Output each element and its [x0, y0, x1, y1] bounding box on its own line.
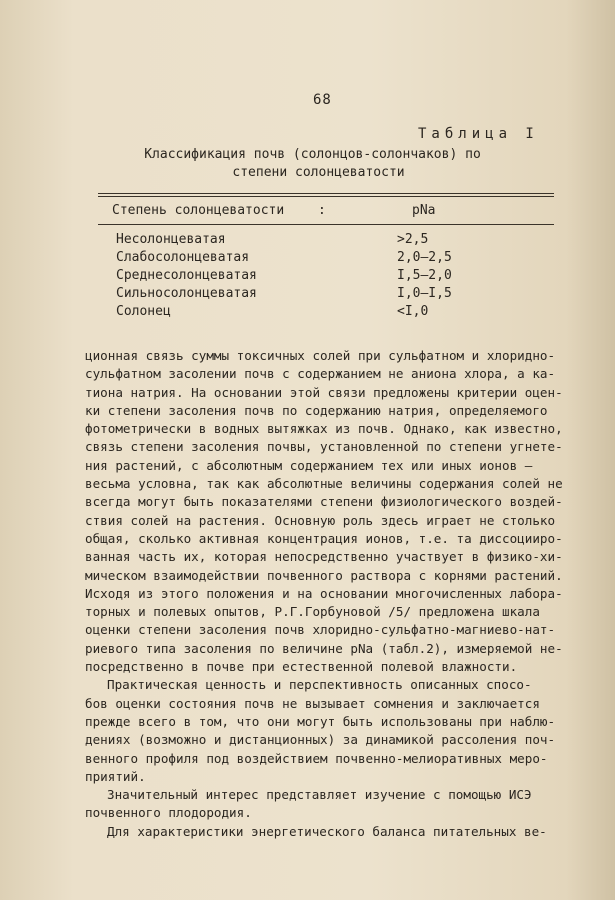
text-line: ванная часть их, которая непосредственно участвует в физико-хи- — [85, 549, 563, 565]
table-title-line-2: степени солонцеватости — [232, 165, 405, 180]
text-line: фотометрически в водных вытяжках из почв. Однако, как известно, — [85, 421, 563, 437]
text-line: дениях (возможно и дистанционных) за динамикой рассоления поч- — [85, 732, 556, 748]
text-line: ния растений, с абсолютным содержанием тех или иных ионов – — [85, 457, 533, 473]
table-row — [0, 286, 615, 304]
text-line: торных и полевых опытов, Р.Г.Горбуновой /5/ предложена шкала — [85, 604, 540, 620]
table-row — [0, 304, 615, 322]
text-line: венного профиля под воздействием почвенно-мелиоративных меро- — [85, 750, 548, 766]
table-top-rule-double — [98, 196, 554, 197]
row-pna: I,5–2,0 — [397, 268, 452, 283]
text-line: Значительный интерес представляет изучение с помощью ИСЭ — [107, 787, 532, 803]
row-degree: Среднесолонцеватая — [116, 268, 257, 283]
text-line: бов оценки состояния почв не вызывает сомнения и заключается — [85, 695, 540, 711]
body-text — [85, 347, 570, 841]
text-line: мическом взаимодействии почвенного раствора с корнями растений. — [85, 567, 563, 583]
text-line: прежде всего в том, что они могут быть использованы при наблю- — [85, 713, 556, 729]
text-line: Для характеристики энергетического баланса питательных ве- — [107, 823, 547, 839]
table-title-line-1: Классификация почв (солонцов-солончаков) по — [144, 147, 481, 162]
table-top-rule — [98, 193, 554, 194]
row-degree: Сильносолонцеватая — [116, 286, 257, 301]
row-degree: Солонец — [116, 304, 171, 319]
table-header-rule — [98, 224, 554, 225]
row-pna: <I,0 — [397, 304, 429, 319]
column-header-degree: Степень солонцеватости — [112, 203, 285, 218]
text-line: посредственно в почве при естественной полевой влажности. — [85, 659, 518, 675]
text-line: риевого типа засоления по величине pNa (табл.2), измеряемой не- — [85, 640, 563, 656]
text-line: тиона натрия. На основании этой связи предложены критерии оцен- — [85, 384, 563, 400]
row-degree: Несолонцеватая — [116, 232, 226, 247]
text-line: всегда могут быть показателями степени физиологического воздей- — [85, 494, 563, 510]
table-title — [0, 146, 615, 182]
page-number: 68 — [313, 92, 332, 108]
table-body — [0, 232, 615, 322]
text-line: Практическая ценность и перспективность описанных спосо- — [107, 677, 532, 693]
text-line: весьма условна, так как абсолютные величины содержания солей не — [85, 476, 563, 492]
text-line: ствия солей на растения. Основную роль здесь играет не столько — [85, 512, 556, 528]
row-pna: >2,5 — [397, 232, 429, 247]
column-header-pna: pNa — [412, 203, 436, 218]
table-caption: Таблица I — [418, 126, 539, 142]
table-row — [0, 232, 615, 250]
row-degree: Слабосолонцеватая — [116, 250, 250, 265]
text-line: приятий. — [85, 768, 146, 784]
text-line: почвенного плодородия. — [85, 805, 252, 821]
column-header-separator: : — [318, 203, 326, 218]
text-line: связь степени засоления почвы, установленной по степени угнете- — [85, 439, 563, 455]
text-line: общая, сколько активная концентрация ионов, т.е. та диссоцииро- — [85, 530, 563, 546]
table-row — [0, 268, 615, 286]
row-pna: 2,0–2,5 — [397, 250, 452, 265]
row-pna: I,0–I,5 — [397, 286, 452, 301]
text-line: ки степени засоления почв по содержанию натрия, определяемого — [85, 402, 548, 418]
text-line: сульфатном засолении почв с содержанием не аниона хлора, а ка- — [85, 366, 556, 382]
text-line: Исходя из этого положения и на основании многочисленных лабора- — [85, 585, 563, 601]
text-line: оценки степени засоления почв хлоридно-сульфатно-магниево-нат- — [85, 622, 556, 638]
text-line: ционная связь суммы токсичных солей при сульфатном и хлоридно- — [85, 348, 556, 363]
table-row — [0, 250, 615, 268]
